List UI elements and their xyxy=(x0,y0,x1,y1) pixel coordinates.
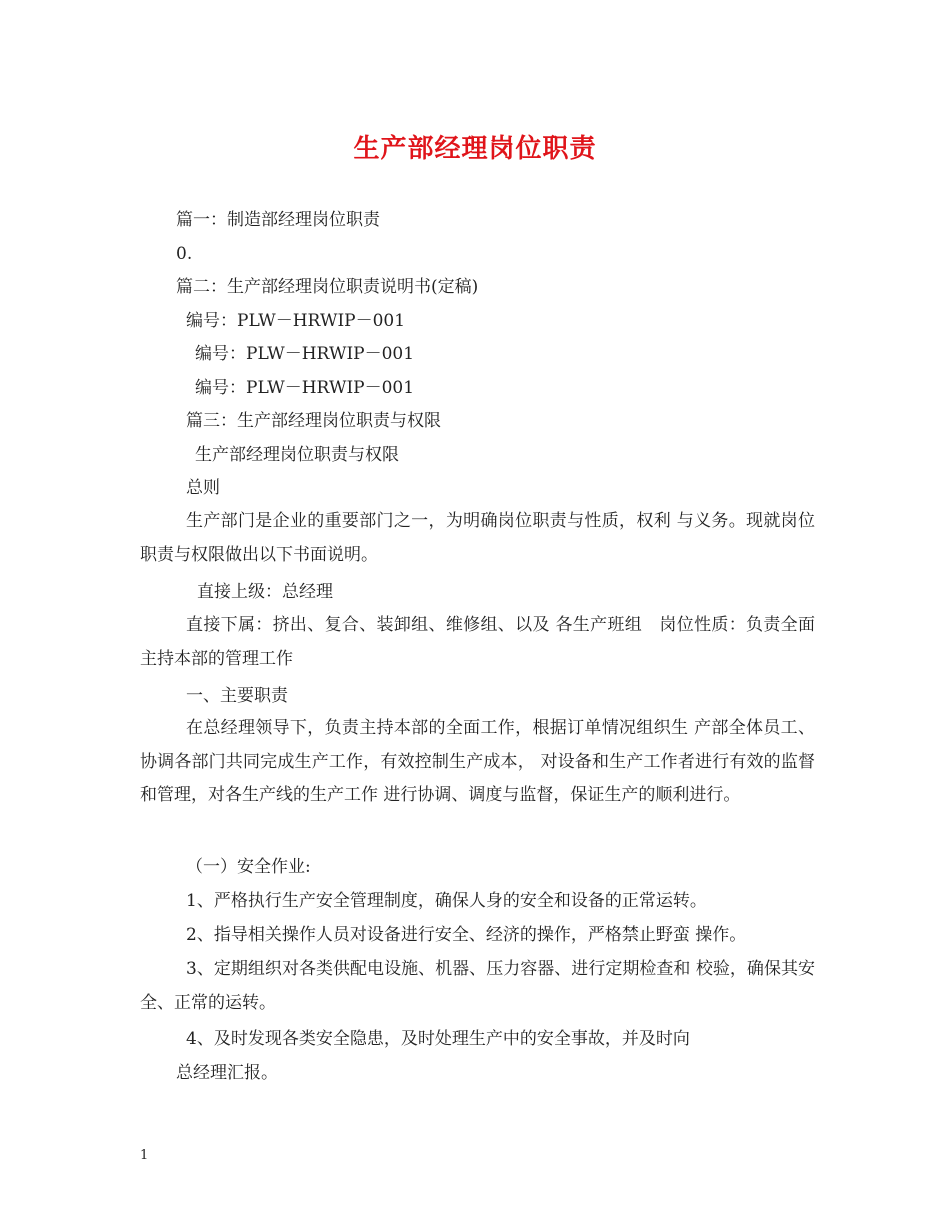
heading-part-three: 篇三：生产部经理岗位职责与权限 xyxy=(186,411,441,431)
subsection-safety: （一）安全作业: xyxy=(186,857,311,877)
page-number: 1 xyxy=(140,1148,149,1163)
list-item-1: 1、严格执行生产安全管理制度，确保人身的安全和设备的正常运转。 xyxy=(186,891,707,911)
code-line: 编号：PLW－HRWIP－001 xyxy=(186,311,406,331)
list-item-4: 4、及时发现各类安全隐患，及时处理生产中的安全事故，并及时向 xyxy=(186,1029,690,1049)
list-item-4-continued: 总经理汇报。 xyxy=(176,1063,278,1083)
section-main-duties: 一、主要职责 xyxy=(186,686,288,706)
code-line: 编号：PLW－HRWIP－001 xyxy=(195,378,415,398)
paragraph-subordinates: 直接下属：挤出、复合、装卸组、维修组、以及 各生产班组 岗位性质：负责全面主持本部的管理工作 xyxy=(140,615,815,669)
list-item-3: 3、定期组织对各类供配电设施、机器、压力容器、进行定期检查和 校验，确保其安全、正常的运转。 xyxy=(140,959,815,1013)
superior-line: 直接上级：总经理 xyxy=(197,582,333,602)
heading-part-two: 篇二：生产部经理岗位职责说明书(定稿) xyxy=(176,277,479,297)
list-item-2: 2、指导相关操作人员对设备进行安全、经济的操作，严格禁止野蛮 操作。 xyxy=(186,925,747,945)
document-title: 生产部经理岗位职责 xyxy=(353,134,597,164)
text-line: 0. xyxy=(176,244,193,264)
paragraph-general: 生产部门是企业的重要部门之一，为明确岗位职责与性质，权利 与义务。现就岗位职责与权限做出以下书面说明。 xyxy=(140,511,815,565)
subheading: 生产部经理岗位职责与权限 xyxy=(195,445,399,465)
code-line: 编号：PLW－HRWIP－001 xyxy=(195,344,415,364)
heading-part-one: 篇一：制造部经理岗位职责 xyxy=(176,210,380,230)
section-general: 总则 xyxy=(186,478,220,498)
paragraph-duties: 在总经理领导下，负责主持本部的全面工作，根据订单情况组织生 产部全体员工、协调各部门共同完成生产工作，有效控制生产成本， 对设备和生产工作者进行有效的监督和管理，对各生产线的生产工作 进行协调、调度与监督，保证生产的顺利进行。 xyxy=(140,718,815,805)
